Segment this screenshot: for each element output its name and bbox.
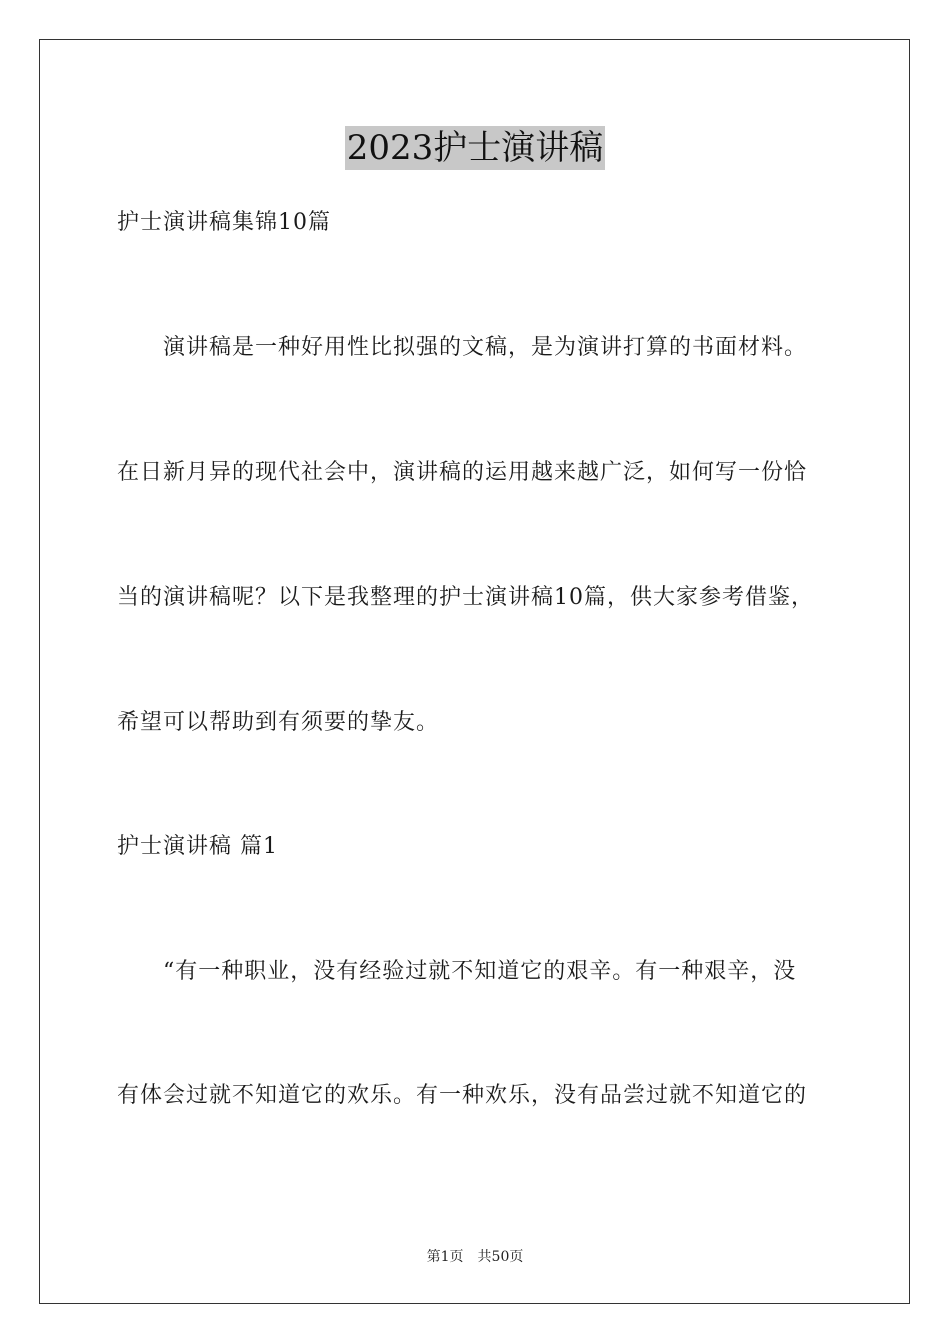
paragraph-line-4: 希望可以帮助到有须要的挚友。	[117, 710, 440, 735]
page-number: 第1页	[426, 1249, 464, 1265]
document-title: 2023护士演讲稿	[346, 128, 604, 168]
document-subtitle: 护士演讲稿集锦10篇	[117, 210, 331, 235]
paragraph-line-1: 演讲稿是一种好用性比拟强的文稿，是为演讲打算的书面材料。	[163, 335, 808, 360]
title-container	[0, 126, 950, 170]
paragraph-line-3: 当的演讲稿呢？以下是我整理的护士演讲稿10篇，供大家参考借鉴，	[117, 585, 814, 610]
paragraph-line-2: 在日新月异的现代社会中，演讲稿的运用越来越广泛，如何写一份恰	[117, 460, 808, 485]
page-footer	[0, 1248, 950, 1266]
paragraph-line-6: 有体会过就不知道它的欢乐。有一种欢乐，没有品尝过就不知道它的	[117, 1083, 808, 1108]
page-total: 共50页	[477, 1249, 524, 1265]
section-heading: 护士演讲稿 篇1	[117, 834, 278, 859]
paragraph-line-5: “有一种职业，没有经验过就不知道它的艰辛。有一种艰辛，没	[163, 959, 797, 984]
